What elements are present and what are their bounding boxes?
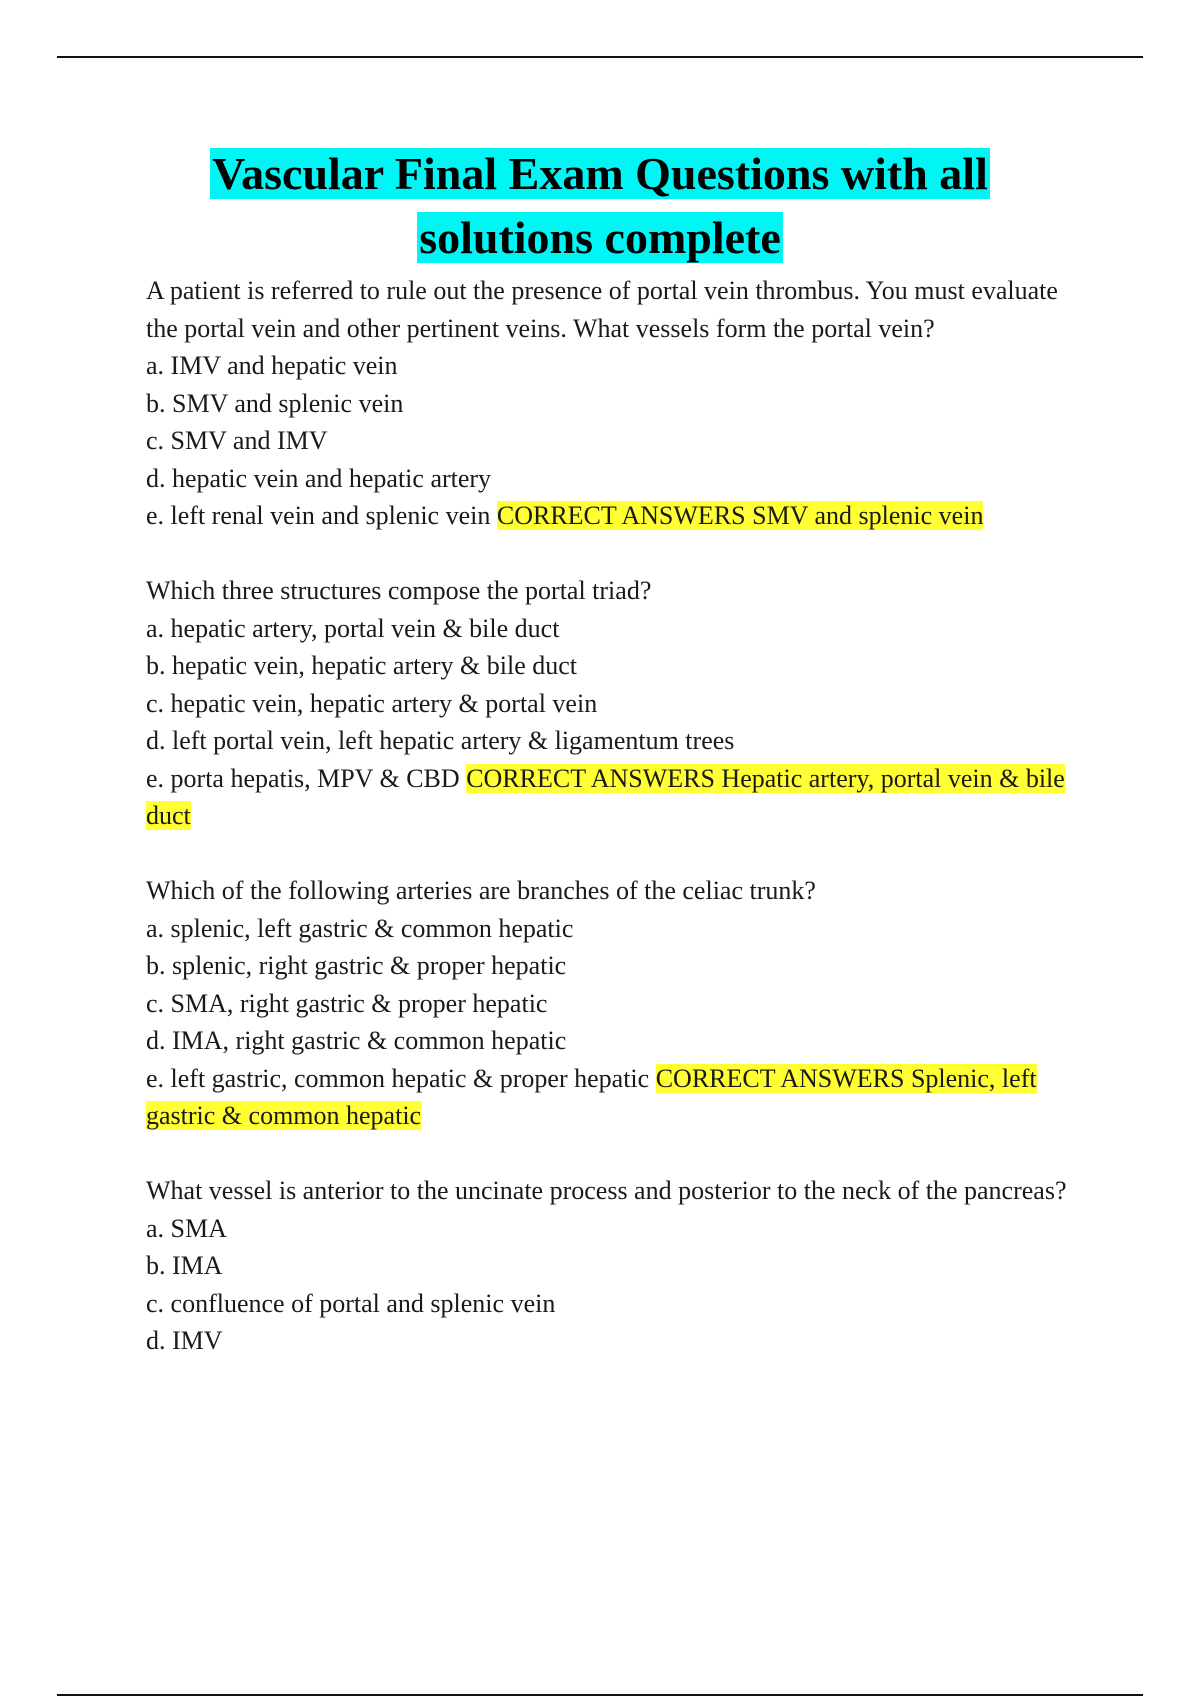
question-text: A patient is referred to rule out the presence of portal vein thrombus. You must evaluate the portal vein and other pertinent veins. What vessels form the portal vein? — [146, 276, 1058, 343]
question-text: What vessel is anterior to the uncinate process and posterior to the neck of the pancreas? — [146, 1176, 1067, 1205]
option-e: e. left renal vein and splenic vein — [146, 501, 491, 530]
option-c: c. SMV and IMV — [146, 426, 328, 455]
option-c: c. SMA, right gastric & proper hepatic — [146, 988, 548, 1018]
spacer — [146, 535, 1076, 573]
option-a: a. SMA — [146, 1213, 227, 1243]
question-block-2 — [146, 572, 1076, 835]
title-line-2: solutions complete — [419, 212, 781, 263]
option-c: c. hepatic vein, hepatic artery & portal vein — [146, 688, 598, 718]
option-a: a. IMV and hepatic vein — [146, 351, 398, 380]
question-text: Which three structures compose the portal triad? — [146, 576, 652, 605]
option-b: b. hepatic vein, hepatic artery & bile duct — [146, 651, 577, 680]
option-c: c. confluence of portal and splenic vein — [146, 1288, 556, 1318]
document-body — [146, 272, 1076, 1360]
correct-answer: CORRECT ANSWERS Splenic, left gastric & common hepatic — [146, 1063, 1037, 1130]
option-e-line — [146, 1060, 1076, 1135]
option-e: e. porta hepatis, MPV & CBD — [146, 763, 460, 793]
spacer — [146, 1135, 1076, 1173]
correct-answer: CORRECT ANSWERS SMV and splenic vein — [496, 501, 984, 530]
spacer — [146, 835, 1076, 873]
footer-rule — [57, 1694, 1143, 1696]
option-a: a. splenic, left gastric & common hepatic — [146, 913, 574, 943]
option-b: b. splenic, right gastric & proper hepatic — [146, 951, 567, 980]
correct-answer: CORRECT ANSWERS Hepatic artery, portal vein & bile duct — [146, 763, 1065, 830]
option-d: d. IMA, right gastric & common hepatic — [146, 1026, 567, 1055]
option-e: e. left gastric, common hepatic & proper hepatic — [146, 1063, 650, 1093]
option-b: b. IMA — [146, 1251, 223, 1280]
option-e-line — [146, 497, 1076, 535]
question-block-3 — [146, 872, 1076, 1135]
header-rule — [57, 56, 1143, 58]
title-line-1: Vascular Final Exam Questions with all — [212, 148, 988, 199]
question-block-4 — [146, 1172, 1076, 1360]
document-title — [0, 142, 1200, 270]
option-e-line — [146, 760, 1076, 835]
option-d: d. hepatic vein and hepatic artery — [146, 463, 492, 493]
question-block-1 — [146, 272, 1076, 535]
option-d: d. IMV — [146, 1326, 223, 1355]
option-a: a. hepatic artery, portal vein & bile duct — [146, 613, 560, 643]
option-d: d. left portal vein, left hepatic artery & ligamentum trees — [146, 726, 735, 755]
question-text: Which of the following arteries are branches of the celiac trunk? — [146, 876, 816, 905]
option-b: b. SMV and splenic vein — [146, 388, 404, 418]
